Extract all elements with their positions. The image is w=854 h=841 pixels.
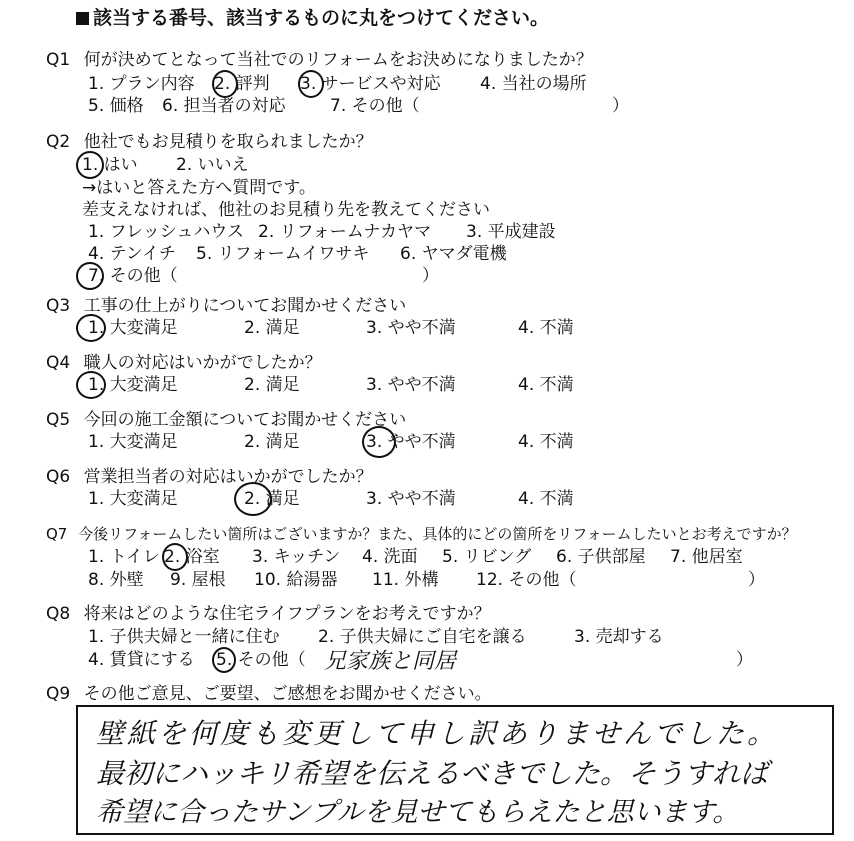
q2-option-yes-circle <box>76 151 104 179</box>
q9-answer-line-3: 希望に合ったサンプルを見せてもらえたと思います。 <box>96 797 740 828</box>
form-title-text: 該当する番号、該当するものに丸をつけてください。 <box>93 7 550 29</box>
q3-option-1[interactable]: 1. 大変満足 <box>88 318 178 338</box>
q6-option-2-circle <box>234 482 272 516</box>
square-bullet-icon <box>76 12 89 25</box>
q8-label: Q8 <box>46 604 71 624</box>
q2-option-4[interactable]: 4. テンイチ <box>88 244 176 264</box>
q7-option-11[interactable]: 11. 外構 <box>372 570 439 590</box>
q8-handwritten-answer: 兄家族と同居 <box>324 649 457 674</box>
q1-text: 何が決めてとなって当社でのリフォームをお決めになりましたか？ <box>83 50 593 70</box>
q7-option-1[interactable]: 1. トイレ <box>88 547 160 567</box>
q2-question <box>46 132 373 152</box>
q3-question <box>46 296 406 316</box>
q6-option-1[interactable]: 1. 大変満足 <box>88 489 178 509</box>
q5-option-4[interactable]: 4. 不満 <box>518 432 574 452</box>
q4-option-1[interactable]: 1. 大変満足 <box>88 375 178 395</box>
q7-text: 今後リフォームしたい箇所はございますか？また、具体的にどの箇所をリフォームしたいとお考えですか？ <box>78 525 797 543</box>
q2-note-2: 差支えなければ、他社のお見積り先を教えてください <box>82 200 490 220</box>
q1-option-2-circle <box>212 70 238 98</box>
q5-option-2[interactable]: 2. 満足 <box>244 432 300 452</box>
q7-option-12[interactable]: 12. その他（ <box>476 570 577 590</box>
q8-option-2[interactable]: 2. 子供夫婦にご自宅を譲る <box>318 627 527 647</box>
q8-option-5[interactable]: 5. その他（ <box>216 650 306 670</box>
q1-question <box>46 50 593 70</box>
q5-text: 今回の施工金額についてお聞かせください <box>83 410 407 430</box>
q2-note-1: →はいと答えた方へ質問です。 <box>82 178 316 198</box>
q3-option-3[interactable]: 3. やや不満 <box>366 318 456 338</box>
q8-option-3[interactable]: 3. 売却する <box>574 627 664 647</box>
q1-option-1[interactable]: 1. プラン内容 <box>88 74 195 94</box>
q1-option-7[interactable]: 7. その他（ <box>330 96 420 116</box>
q1-option-5[interactable]: 5. 価格 <box>88 96 144 116</box>
q7-label: Q7 <box>46 525 68 543</box>
q4-label: Q4 <box>46 353 71 373</box>
form-title <box>76 8 549 28</box>
q8-question <box>46 604 491 624</box>
q6-option-3[interactable]: 3. やや不満 <box>366 489 456 509</box>
q9-text: その他ご意見、ご要望、ご感想をお聞かせください。 <box>83 684 492 704</box>
q7-option-7[interactable]: 7. 他居室 <box>670 547 743 567</box>
q2-option-3[interactable]: 3. 平成建設 <box>466 222 556 242</box>
q7-option-6[interactable]: 6. 子供部屋 <box>556 547 646 567</box>
q5-option-3[interactable]: 3. やや不満 <box>366 432 456 452</box>
q9-label: Q9 <box>46 684 71 704</box>
q7-option-9[interactable]: 9. 屋根 <box>170 570 226 590</box>
q6-label: Q6 <box>46 467 71 487</box>
q2-close-paren: ） <box>422 266 439 286</box>
q5-option-3-circle <box>362 426 396 458</box>
q4-option-4[interactable]: 4. 不満 <box>518 375 574 395</box>
q2-option-7[interactable]: 7. その他（ <box>88 266 178 286</box>
q8-option-1[interactable]: 1. 子供夫婦と一緒に住む <box>88 627 280 647</box>
q1-close-paren: ） <box>612 96 629 116</box>
q1-option-3-circle <box>298 70 324 98</box>
q2-option-1[interactable]: 1. フレッシュハウス <box>88 222 244 242</box>
q2-option-no[interactable]: 2. いいえ <box>176 155 249 175</box>
q7-option-2[interactable]: 2. 浴室 <box>164 547 220 567</box>
q7-question <box>46 524 797 544</box>
q6-text: 営業担当者の対応はいかがでしたか？ <box>83 467 373 487</box>
q5-label: Q5 <box>46 410 71 430</box>
q9-answer-line-2: 最初にハッキリ希望を伝えるべきでした。そうすれば <box>96 757 769 790</box>
q7-option-10[interactable]: 10. 給湯器 <box>254 570 338 590</box>
q7-option-4[interactable]: 4. 洗面 <box>362 547 418 567</box>
q7-option-3[interactable]: 3. キッチン <box>252 547 341 567</box>
q7-option-8[interactable]: 8. 外壁 <box>88 570 144 590</box>
q8-option-5-circle <box>212 647 236 673</box>
q7-close-paren: ） <box>748 570 765 590</box>
q4-option-2[interactable]: 2. 満足 <box>244 375 300 395</box>
q8-close-paren: ） <box>736 650 753 670</box>
q3-option-1-circle <box>76 314 106 342</box>
q4-question <box>46 353 322 373</box>
q7-option-2-circle <box>162 543 188 571</box>
q9-question <box>46 684 492 704</box>
q6-option-4[interactable]: 4. 不満 <box>518 489 574 509</box>
q1-option-6[interactable]: 6. 担当者の対応 <box>162 96 286 116</box>
q1-option-3[interactable]: 3. サービスや対応 <box>300 74 441 94</box>
q2-option-5[interactable]: 5. リフォームイワサキ <box>196 244 370 264</box>
q2-option-7-circle <box>76 262 104 290</box>
q4-text: 職人の対応はいかがでしたか？ <box>83 353 322 373</box>
q4-option-3[interactable]: 3. やや不満 <box>366 375 456 395</box>
q1-label: Q1 <box>46 50 71 70</box>
q2-option-2[interactable]: 2. リフォームナカヤマ <box>258 222 432 242</box>
q5-option-1[interactable]: 1. 大変満足 <box>88 432 178 452</box>
q5-question <box>46 410 406 430</box>
q3-option-2[interactable]: 2. 満足 <box>244 318 300 338</box>
q2-label: Q2 <box>46 132 71 152</box>
q1-option-4[interactable]: 4. 当社の場所 <box>480 74 587 94</box>
q2-text: 他社でもお見積りを取られましたか？ <box>83 132 373 152</box>
q3-option-4[interactable]: 4. 不満 <box>518 318 574 338</box>
q2-option-6[interactable]: 6. ヤマダ電機 <box>400 244 507 264</box>
q6-question <box>46 467 373 487</box>
q8-text: 将来はどのような住宅ライフプランをお考えですか？ <box>83 604 491 624</box>
q3-label: Q3 <box>46 296 71 316</box>
q6-option-2[interactable]: 2. 満足 <box>244 489 300 509</box>
q1-option-2[interactable]: 2. 評判 <box>214 74 270 94</box>
q4-option-1-circle <box>76 371 106 399</box>
q8-option-4[interactable]: 4. 賃貸にする <box>88 650 195 670</box>
q7-option-5[interactable]: 5. リビング <box>442 547 532 567</box>
q3-text: 工事の仕上がりについてお聞かせください <box>83 296 407 316</box>
q2-option-yes[interactable]: 1. はい <box>82 155 138 175</box>
q9-answer-line-1: 壁紙を何度も変更して申し訳ありませんでした。 <box>96 717 779 750</box>
